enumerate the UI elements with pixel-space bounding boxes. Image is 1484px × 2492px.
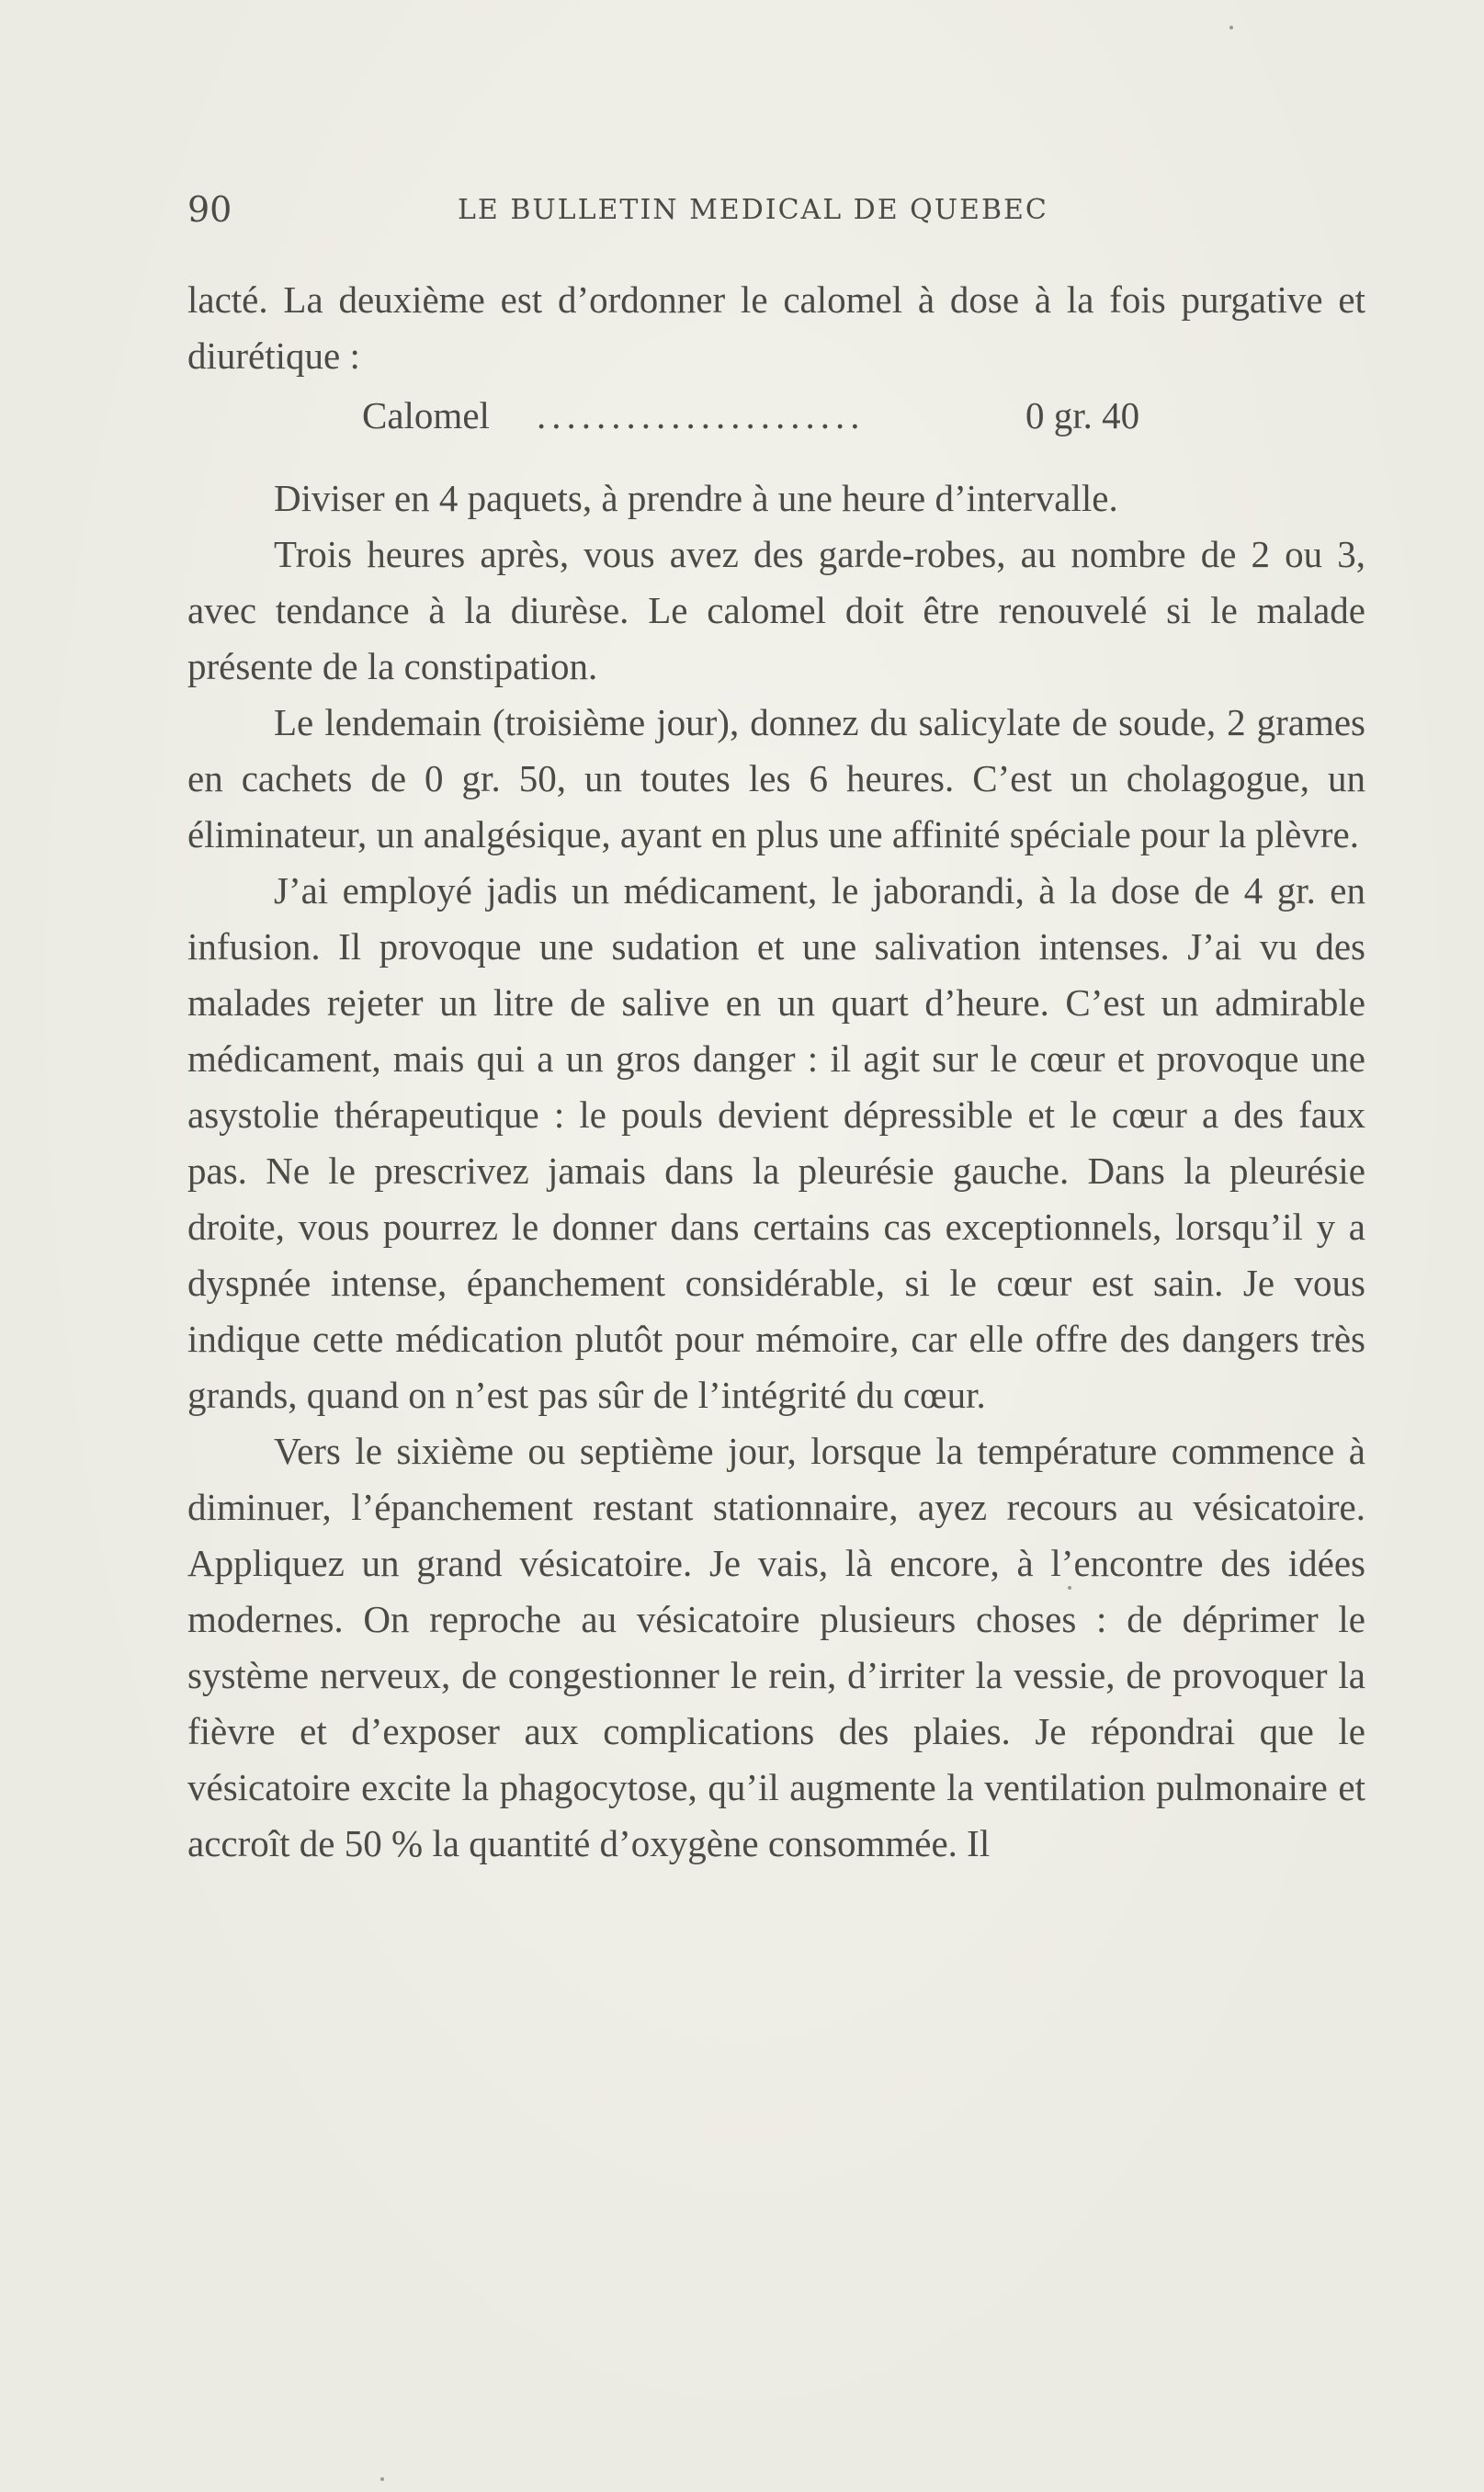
paragraph-jaborandi: J’ai employé jadis un médicament, le jaborandi, à la dose de 4 gr. en infusion. Il provoque une sudation et une salivation intenses. J’ai vu des malades rejeter un litre de salive en un quart d’heure. C’est un admirable médicament, mais qui a un gros danger : il agit sur le cœur et provoque une asystolie thérapeutique : le pouls devient dépressible et le cœur a des faux pas. Ne le prescrivez jamais dans la pleurésie gauche. Dans la pleurésie droite, vous pourrez le donner dans certains cas exceptionnels, lorsqu’il y a dyspnée intense, épanchement considérable, si le cœur est sain. Je vous indique cette médication plutôt pour mémoire, car elle offre des dangers très grands, quand on n’est pas sûr de l’intégrité du cœur.	[187, 869, 1365, 1416]
paragraph-calomel-effect: Trois heures après, vous avez des garde-robes, au nombre de 2 ou 3, avec tendance à la diurèse. Le calomel doit être renouvelé si le malade présente de la constipation.	[187, 533, 1365, 687]
running-head: LE BULLETIN MEDICAL DE QUEBEC	[458, 194, 1048, 226]
prescription-leaders: ......................	[537, 394, 866, 436]
paragraph-salicylate: Le lendemain (troisième jour), donnez du salicylate de soude, 2 grames en cachets de 0 gr. 50, un toutes les 6 heures. C’est un cholagogue, un éliminateur, un analgésique, ayant en plus une affinité spéciale pour la plèvre.	[187, 701, 1365, 855]
continuation-paragraph: lacté. La deuxième est d’ordonner le calomel à dose à la fois purgative et diurétique :	[187, 278, 1365, 377]
paragraph-vesicatoire: Vers le sixième ou septième jour, lorsque la température commence à diminuer, l’épanchement restant stationnaire, ayez recours au vésicatoire. Appliquez un grand vésicatoire. Je vais, là encore, à l’encontre des idées modernes. On reproche au vésicatoire plusieurs choses : de déprimer le système nerveux, de congestionner le rein, d’irriter la vessie, de provoquer la fièvre et d’exposer aux complications des plaies. Je répondrai que le vésicatoire excite la phagocytose, qu’il augmente la ventilation pulmonaire et accroît de 50 % la quantité d’oxygène consommée. Il	[187, 1430, 1365, 1864]
page-header	[187, 187, 1365, 232]
prescription-drug: Calomel	[362, 394, 490, 436]
paper-speck	[1068, 1586, 1071, 1590]
prescription-line	[187, 388, 1365, 470]
prescription-dose: 0 gr. 40	[1025, 394, 1140, 436]
paragraph-dosage: Diviser en 4 paquets, à prendre à une heure d’intervalle.	[274, 477, 1118, 519]
body-text	[187, 272, 1365, 1872]
paper-speck	[380, 2477, 384, 2481]
paper-speck	[1229, 26, 1233, 29]
page-number: 90	[187, 189, 232, 230]
